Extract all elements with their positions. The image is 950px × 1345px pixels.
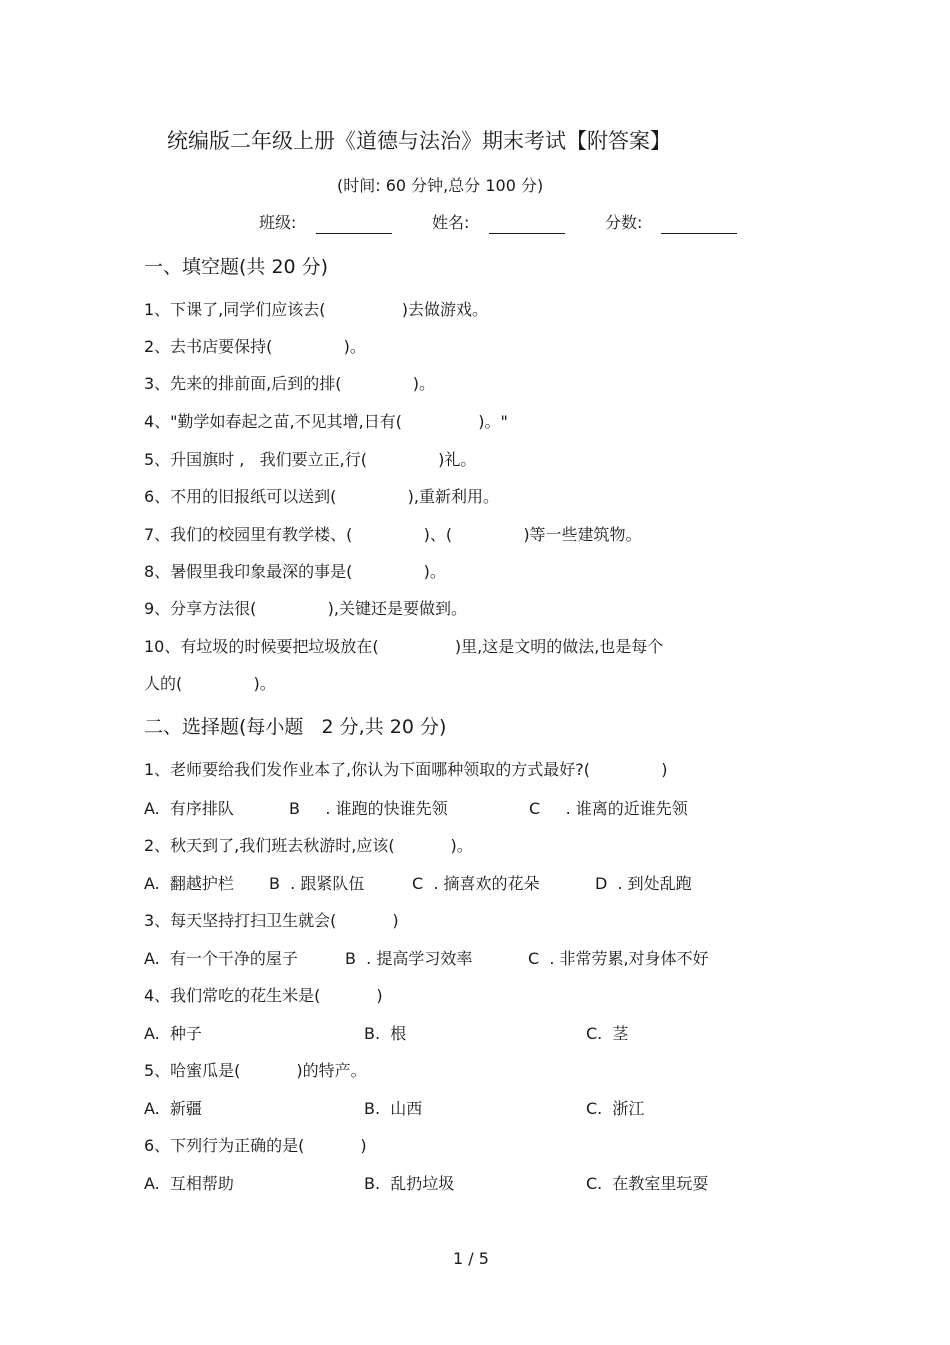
choice-option-a: A. 有序排队 [144,799,234,818]
score-label: 分数: [605,213,643,232]
choice-option-c: C . 谁离的近谁先领 [529,799,688,818]
choice-option-c: C . 摘喜欢的花朵 [412,874,540,893]
exam-info: (时间: 60 分钟,总分 100 分) [337,176,544,195]
choice-option-b: B. 山西 [364,1099,423,1118]
choice-question: 2、秋天到了,我们班去秋游时,应该( )。 [144,836,473,855]
fill-question: 9、分享方法很( ),关键还是要做到。 [144,599,467,618]
section-choice-heading: 二、选择题(每小题 2 分,共 20 分) [144,716,447,738]
choice-option-b: B. 乱扔垃圾 [364,1174,455,1193]
choice-option-b: B . 谁跑的快谁先领 [289,799,448,818]
choice-question: 1、老师要给我们发作业本了,你认为下面哪种领取的方式最好?( ) [144,760,668,779]
page-number: 1 / 5 [453,1249,489,1268]
fill-question: 5、升国旗时 , 我们要立正,行( )礼。 [144,450,477,469]
choice-question: 3、每天坚持打扫卫生就会( ) [144,911,399,930]
class-blank [316,233,392,234]
choice-option-a: A. 有一个干净的屋子 [144,949,298,968]
choice-option-a: A. 互相帮助 [144,1174,234,1193]
choice-option-c: C . 非常劳累,对身体不好 [528,949,709,968]
fill-question: 7、我们的校园里有教学楼、( )、( )等一些建筑物。 [144,525,642,544]
choice-question: 5、哈蜜瓜是( )的特产。 [144,1061,367,1080]
choice-option-c: C. 在教室里玩耍 [586,1174,709,1193]
fill-question-continued: 人的( )。 [144,674,276,693]
fill-question: 3、先来的排前面,后到的排( )。 [144,374,435,393]
fill-question: 10、有垃圾的时候要把垃圾放在( )里,这是文明的做法,也是每个 [144,637,664,656]
fill-question: 6、不用的旧报纸可以送到( ),重新利用。 [144,487,499,506]
choice-option-b: B. 根 [364,1024,407,1043]
fill-question: 1、下课了,同学们应该去( )去做游戏。 [144,300,489,319]
choice-option-d: D . 到处乱跑 [595,874,692,893]
class-label: 班级: [259,213,297,232]
fill-question: 2、去书店要保持( )。 [144,337,366,356]
name-label: 姓名: [432,213,470,232]
name-blank [489,233,565,234]
choice-option-c: C. 茎 [586,1024,629,1043]
page-title: 统编版二年级上册《道德与法治》期末考试【附答案】 [167,129,671,153]
score-blank [661,233,737,234]
fill-question: 4、"勤学如春起之苗,不见其增,日有( )。" [144,412,508,431]
choice-question: 4、我们常吃的花生米是( ) [144,986,383,1005]
choice-option-b: B . 跟紧队伍 [269,874,365,893]
choice-option-b: B . 提高学习效率 [345,949,473,968]
choice-option-a: A. 新疆 [144,1099,202,1118]
choice-option-a: A. 翻越护栏 [144,874,234,893]
section-fill-in-heading: 一、填空题(共 20 分) [144,256,329,278]
choice-question: 6、下列行为正确的是( ) [144,1136,367,1155]
choice-option-a: A. 种子 [144,1024,202,1043]
fill-question: 8、暑假里我印象最深的事是( )。 [144,562,446,581]
choice-option-c: C. 浙江 [586,1099,645,1118]
